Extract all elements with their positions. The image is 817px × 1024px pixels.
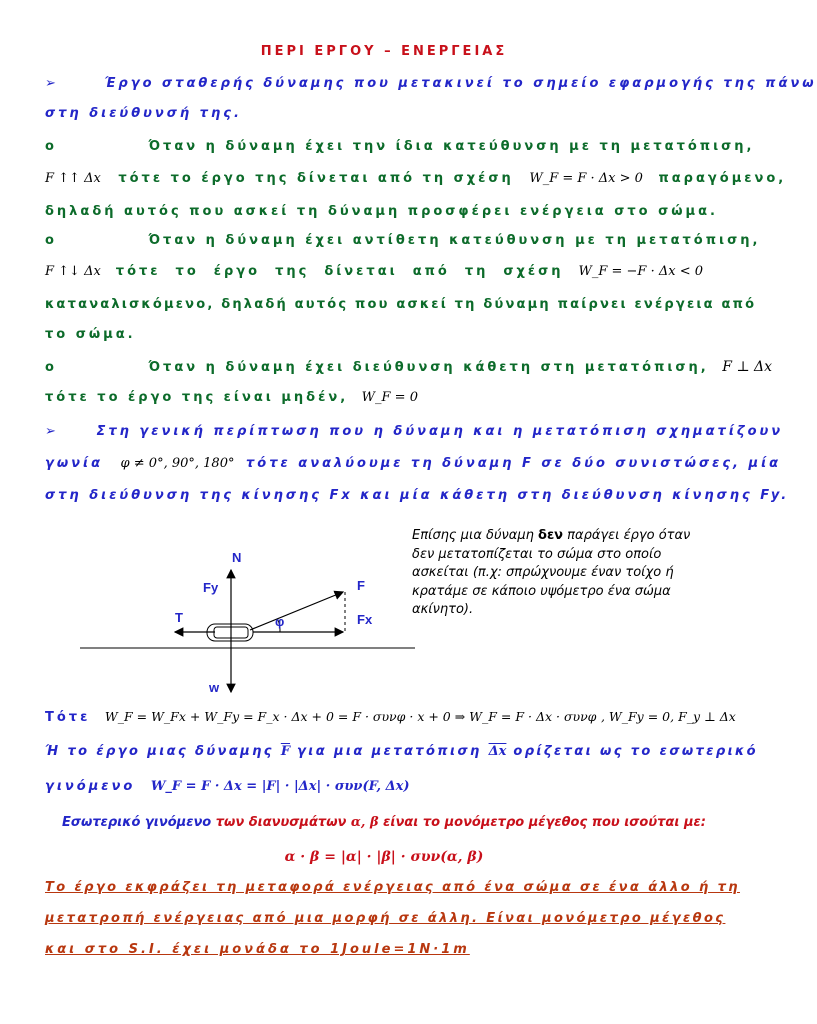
case-same-line1: o Όταν η δύναμη έχει την ίδια κατεύθυνση με τη μετατόπιση, xyxy=(45,139,755,154)
work-fy-formula: , W_Fy = 0, F_y ⊥ Δx xyxy=(600,709,736,724)
section1-line1: ➢ Έργο σταθερής δύναμης που μετακινεί το σημείο εφαρμογής της πάνω xyxy=(45,76,817,91)
section2-line2: γωνία φ ≠ 0°, 90°, 180° τότε αναλύουμε τη δύναμη F σε δύο συνιστώσες, μία xyxy=(45,456,782,471)
label-w: w xyxy=(209,680,220,695)
conclusion-line3: και στο S.I. έχει μονάδα το 1Joule=1N·1m xyxy=(45,942,470,957)
case-opposite-line3: καταναλισκόμενο, δηλαδή αυτός που ασκεί τη δύναμη παίρνει ενέργεια από xyxy=(45,297,757,312)
label-phi: φ xyxy=(275,614,285,629)
circle-bullet-icon: o xyxy=(45,233,57,248)
page-title: ΠΕΡΙ ΕΡΓΟΥ – ΕΝΕΡΓΕΙΑΣ xyxy=(260,44,508,59)
inner-product-line: Εσωτερικό γινόμενο των διανυσμάτων α, β είναι το μονόμετρο μέγεθος που ισούται με: xyxy=(62,815,706,830)
side-note: Επίσης μια δύναμη δεν παράγει έργο όταν δεν μετατοπίζεται το σώμα στο οποίο ασκείται (π.χ: σπρώχνουμε έναν τοίχο ή κρατάμε σε κάποιο υψόμετρο ένα σώμα ακίνητο). xyxy=(412,528,691,617)
label-F: F xyxy=(357,578,365,593)
case-same-line3: δηλαδή αυτός που ασκεί τη δύναμη προσφέρει ενέργεια στο σώμα. xyxy=(45,204,718,219)
vector-dx: $\overline{\Delta x}$ xyxy=(488,744,507,759)
arrow-bullet-icon: ➢ xyxy=(45,424,59,439)
circle-bullet-icon: o xyxy=(45,360,57,375)
inner-product-formula: α · β = |α| · |β| · συν(α, β) xyxy=(284,849,484,865)
section2-line3: στη διεύθυνση της κίνησης Fx και μία κάθετη στη διεύθυνση κίνησης Fy. xyxy=(45,488,790,503)
work-decomposition-formula: W_F = W_Fx + W_Fy = F_x · Δx + 0 = F · συνφ · x + 0 ⇒ W_F = F · Δx · συνφ xyxy=(104,709,597,724)
vector-symbol: F ↑↓ Δx xyxy=(45,264,101,279)
circle-bullet-icon: o xyxy=(45,139,57,154)
angle-condition: φ ≠ 0°, 90°, 180° xyxy=(120,456,235,471)
case-opposite-line2: F ↑↓ Δx τότε το έργο της δίνεται από τη σχέση W_F = −F · Δx < 0 xyxy=(45,264,703,279)
work-dot-product-formula: W_F = F · Δx = |F| · |Δx| · συν(F, Δx) xyxy=(150,779,410,794)
conclusion-line2: μετατροπή ενέργειας από μια μορφή σε άλλη. Είναι μονόμετρο μέγεθος xyxy=(45,911,726,926)
perpendicular-symbol: F ⊥ Δx xyxy=(722,359,773,375)
label-N: N xyxy=(232,550,242,565)
dot-product-line2: γινόμενο W_F = F · Δx = |F| · |Δx| · συν(F, Δx) xyxy=(45,779,410,794)
case-perp-line1: o Όταν η δύναμη έχει διεύθυνση κάθετη στη μετατόπιση, F ⊥ Δx xyxy=(45,359,773,375)
label-T: T xyxy=(175,610,183,625)
work-formula-negative: W_F = −F · Δx < 0 xyxy=(578,264,703,279)
label-Fx: Fx xyxy=(357,612,373,627)
vector-symbol: F ↑↑ Δx xyxy=(45,171,101,186)
case-opposite-line1: o Όταν η δύναμη έχει αντίθετη κατεύθυνση με τη μετατόπιση, xyxy=(45,233,761,248)
work-formula-positive: W_F = F · Δx > 0 xyxy=(529,171,643,186)
vector-F: $\overline{F}$ xyxy=(280,744,291,759)
label-Fy: Fy xyxy=(203,580,219,595)
force-diagram xyxy=(75,540,415,700)
section1-line2: στη διεύθυνσή της. xyxy=(45,106,242,121)
vectors-ab: α, β xyxy=(350,815,379,830)
case-perp-line2: τότε το έργο της είναι μηδέν, W_F = 0 xyxy=(45,390,418,405)
arrow-bullet-icon: ➢ xyxy=(45,76,59,91)
section2-line1: ➢ Στη γενική περίπτωση που η δύναμη και η μετατόπιση σχηματίζουν xyxy=(45,424,784,439)
tote-line: Τότε W_F = W_Fx + W_Fy = F_x · Δx + 0 = F · συνφ · x + 0 ⇒ W_F = F · Δx · συνφ , W_Fy = 0, F_y ⊥ Δx xyxy=(45,709,736,725)
force-F-arrow xyxy=(250,592,343,630)
case-opposite-line4: το σώμα. xyxy=(45,327,136,342)
work-formula-zero: W_F = 0 xyxy=(361,390,418,405)
conclusion-line1: Το έργο εκφράζει τη μεταφορά ενέργειας από ένα σώμα σε ένα άλλο ή τη xyxy=(45,880,740,895)
case-same-line2: F ↑↑ Δx τότε το έργο της δίνεται από τη σχέση W_F = F · Δx > 0 παραγόμενο, xyxy=(45,171,787,186)
dot-product-line1: Ή το έργο μιας δύναμης $\overline{F}$ για μια μετατόπιση $\overline{\Delta x}$ ορίζεται ως το εσωτερικό xyxy=(45,744,759,759)
